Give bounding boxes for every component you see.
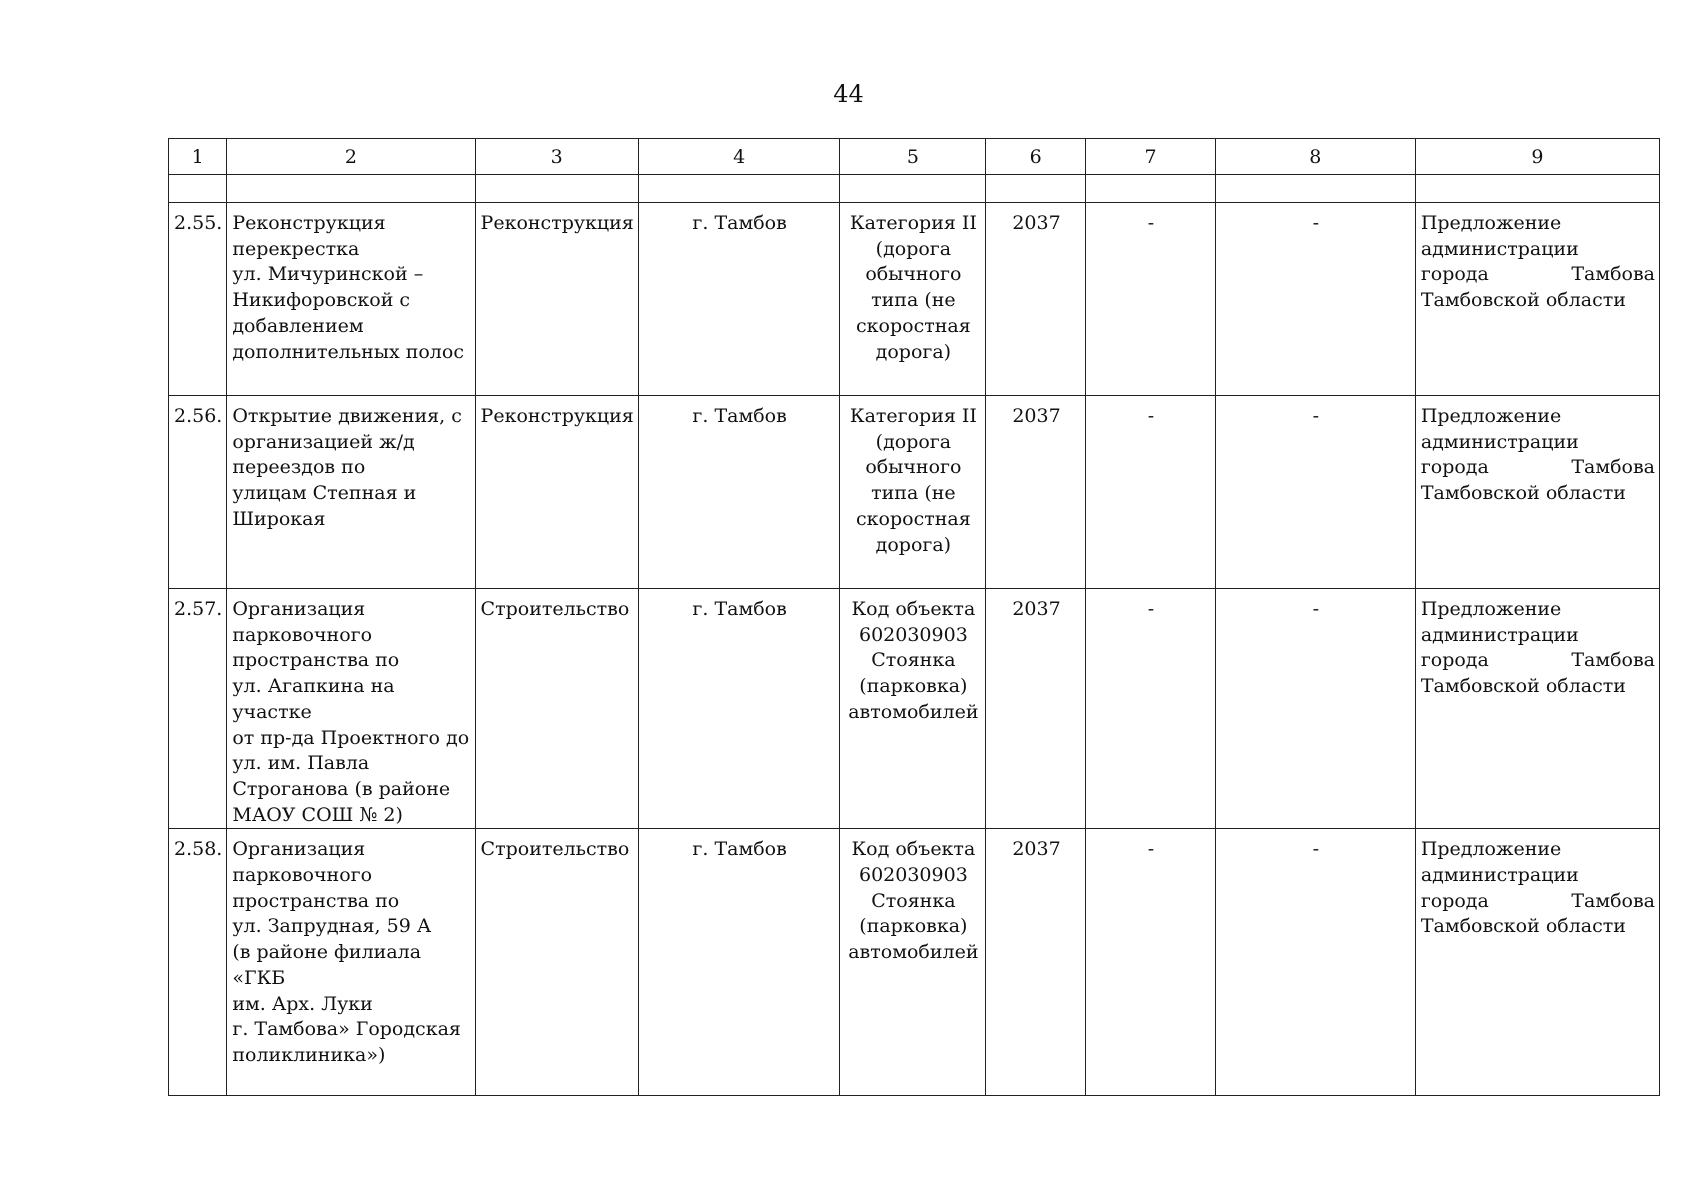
category-line: Категория II bbox=[849, 212, 977, 234]
note-cell bbox=[1415, 589, 1659, 829]
column-8-cell: - bbox=[1215, 203, 1415, 396]
object-name-line: перекрестка bbox=[232, 237, 360, 260]
note-word: Тамбова bbox=[1571, 649, 1655, 672]
location-cell: г. Тамбов bbox=[638, 203, 840, 396]
location-cell: г. Тамбов bbox=[638, 829, 840, 1096]
category-line: (парковка) bbox=[859, 675, 968, 698]
note-cell bbox=[1415, 203, 1659, 396]
object-name-line: Организация bbox=[232, 598, 366, 620]
note-word: города bbox=[1420, 889, 1489, 912]
category-line: скоростная bbox=[856, 314, 971, 337]
note-line bbox=[1421, 648, 1655, 674]
note-word: города bbox=[1420, 456, 1489, 479]
object-name-cell bbox=[227, 396, 475, 589]
table-cell bbox=[169, 175, 227, 203]
object-name-line: организацией ж/д bbox=[232, 430, 415, 453]
location-cell: г. Тамбов bbox=[638, 589, 840, 829]
category-line: Категория II bbox=[849, 405, 977, 427]
category-line: Стоянка bbox=[871, 889, 956, 912]
column-8-cell: - bbox=[1215, 589, 1415, 829]
column-header: 9 bbox=[1415, 139, 1659, 175]
object-name-cell bbox=[227, 589, 475, 829]
note-line bbox=[1421, 455, 1655, 481]
object-name-line: добавлением bbox=[232, 314, 364, 337]
object-name-line: МАОУ СОШ № 2) bbox=[232, 803, 403, 826]
category-line: 602030903 bbox=[858, 623, 968, 646]
category-line: типа (не bbox=[871, 482, 956, 505]
note-line: администрации bbox=[1420, 623, 1579, 646]
category-line: (парковка) bbox=[859, 915, 968, 938]
note-line: Тамбовской области bbox=[1420, 482, 1626, 505]
year-cell: 2037 bbox=[986, 829, 1086, 1096]
table-row bbox=[169, 203, 1660, 396]
note-line: Тамбовской области bbox=[1420, 915, 1626, 938]
header-row bbox=[169, 139, 1660, 175]
column-header: 2 bbox=[227, 139, 475, 175]
note-word: Тамбова bbox=[1571, 263, 1655, 286]
category-line: типа (не bbox=[871, 289, 956, 312]
note-line: администрации bbox=[1420, 430, 1579, 453]
year-cell: 2037 bbox=[986, 203, 1086, 396]
object-name-line: пространства по bbox=[232, 649, 400, 672]
object-name-line: переездов по bbox=[232, 456, 366, 479]
category-line: автомобилей bbox=[848, 700, 979, 723]
page-number: 44 bbox=[833, 80, 864, 108]
note-line: администрации bbox=[1420, 864, 1579, 887]
column-7-cell: - bbox=[1086, 829, 1216, 1096]
object-name-line: поликлиника») bbox=[232, 1043, 386, 1066]
table-cell bbox=[840, 175, 986, 203]
object-name-line: ул. им. Павла bbox=[232, 752, 370, 775]
work-type-cell: Строительство bbox=[475, 589, 638, 829]
year-cell: 2037 bbox=[986, 589, 1086, 829]
item-number-cell: 2.57. bbox=[169, 589, 227, 829]
object-name-line: Реконструкция bbox=[232, 212, 386, 234]
note-line bbox=[1421, 262, 1655, 288]
category-line: дорога) bbox=[875, 533, 952, 556]
object-name-line: Открытие движения, с bbox=[232, 405, 462, 427]
category-line: 602030903 bbox=[858, 864, 968, 887]
column-header: 8 bbox=[1215, 139, 1415, 175]
category-line: (дорога bbox=[875, 237, 952, 260]
column-header: 4 bbox=[638, 139, 840, 175]
table-cell bbox=[227, 175, 475, 203]
item-number-cell: 2.56. bbox=[169, 396, 227, 589]
category-cell bbox=[840, 396, 986, 589]
object-name-line: парковочного bbox=[232, 864, 373, 887]
work-type-cell: Реконструкция bbox=[475, 203, 638, 396]
column-header: 7 bbox=[1086, 139, 1216, 175]
category-line: (дорога bbox=[875, 430, 952, 453]
object-name-line: дополнительных полос bbox=[232, 340, 464, 363]
item-number-cell: 2.58. bbox=[169, 829, 227, 1096]
work-type-cell: Строительство bbox=[475, 829, 638, 1096]
category-cell bbox=[840, 203, 986, 396]
category-line: Стоянка bbox=[871, 649, 956, 672]
category-line: скоростная bbox=[856, 507, 971, 530]
note-line: Предложение bbox=[1420, 838, 1562, 861]
object-name-line: парковочного bbox=[232, 623, 373, 646]
category-line: дорога) bbox=[875, 340, 952, 363]
object-name-line: ул. Мичуринской – bbox=[232, 263, 424, 286]
table-cell bbox=[986, 175, 1086, 203]
object-name-line: от пр-да Проектного до bbox=[232, 726, 470, 749]
object-name-line: ул. Запрудная, 59 А bbox=[232, 915, 432, 938]
note-line: Тамбовской области bbox=[1420, 675, 1626, 698]
table-row bbox=[169, 589, 1660, 829]
note-word: города bbox=[1420, 649, 1489, 672]
table-cell bbox=[1215, 175, 1415, 203]
note-line bbox=[1421, 889, 1655, 915]
note-cell bbox=[1415, 829, 1659, 1096]
note-word: Тамбова bbox=[1571, 889, 1655, 912]
table-cell bbox=[1086, 175, 1216, 203]
note-line: администрации bbox=[1420, 237, 1579, 260]
table-cell bbox=[475, 175, 638, 203]
column-header: 1 bbox=[169, 139, 227, 175]
column-7-cell: - bbox=[1086, 396, 1216, 589]
table-cell bbox=[638, 175, 840, 203]
object-name-line: ул. Агапкина на участке bbox=[232, 675, 395, 723]
object-name-line: Строганова (в районе bbox=[232, 777, 451, 800]
object-name-line: пространства по bbox=[232, 889, 400, 912]
table-row bbox=[169, 829, 1660, 1096]
item-number-cell: 2.55. bbox=[169, 203, 227, 396]
category-cell bbox=[840, 589, 986, 829]
category-line: автомобилей bbox=[848, 941, 979, 964]
object-name-line: им. Арх. Луки bbox=[232, 992, 373, 1015]
object-name-line: Организация bbox=[232, 838, 366, 861]
year-cell: 2037 bbox=[986, 396, 1086, 589]
table-row bbox=[169, 396, 1660, 589]
note-line: Предложение bbox=[1420, 212, 1562, 234]
note-word: Тамбова bbox=[1571, 456, 1655, 479]
column-8-cell: - bbox=[1215, 829, 1415, 1096]
category-line: обычного bbox=[865, 263, 962, 286]
object-name-line: улицам Степная и bbox=[232, 482, 417, 505]
work-type-cell: Реконструкция bbox=[475, 396, 638, 589]
object-name-line: г. Тамбова» Городская bbox=[232, 1018, 461, 1041]
note-line: Тамбовской области bbox=[1420, 289, 1626, 312]
column-7-cell: - bbox=[1086, 203, 1216, 396]
column-header: 5 bbox=[840, 139, 986, 175]
note-line: Предложение bbox=[1420, 405, 1562, 427]
category-cell bbox=[840, 829, 986, 1096]
table-cell bbox=[1415, 175, 1659, 203]
location-cell: г. Тамбов bbox=[638, 396, 840, 589]
object-name-line: Никифоровской с bbox=[232, 289, 411, 312]
column-header: 6 bbox=[986, 139, 1086, 175]
category-line: обычного bbox=[865, 456, 962, 479]
category-line: Код объекта bbox=[851, 598, 976, 620]
column-7-cell: - bbox=[1086, 589, 1216, 829]
category-line: Код объекта bbox=[851, 838, 976, 861]
object-name-line: Широкая bbox=[232, 507, 326, 530]
empty-row bbox=[169, 175, 1660, 203]
column-header: 3 bbox=[475, 139, 638, 175]
object-name-cell bbox=[227, 203, 475, 396]
note-word: города bbox=[1420, 263, 1489, 286]
note-cell bbox=[1415, 396, 1659, 589]
object-name-cell bbox=[227, 829, 475, 1096]
column-8-cell: - bbox=[1215, 396, 1415, 589]
data-table bbox=[168, 138, 1660, 1096]
note-line: Предложение bbox=[1420, 598, 1562, 620]
object-name-line: (в районе филиала «ГКБ bbox=[232, 941, 422, 989]
